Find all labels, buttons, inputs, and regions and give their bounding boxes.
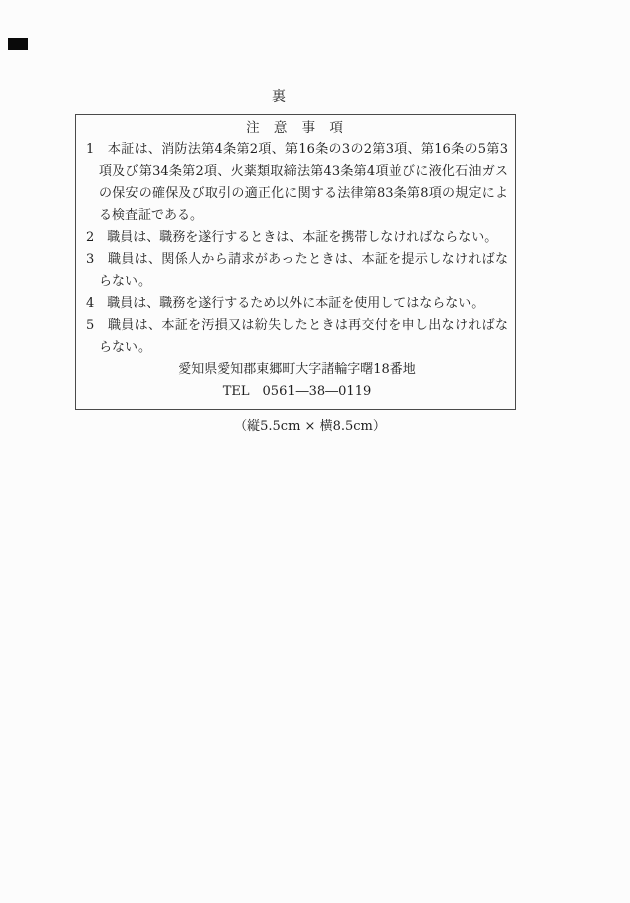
notice-box (75, 114, 516, 410)
issuer-address: 愛知県愛知郡東郷町大字諸輪字曙18番地 (178, 362, 416, 377)
page-side-label: 裏 (272, 89, 286, 105)
notice-title: 注 意 事 項 (246, 120, 348, 136)
notice-item: 3 職員は、関係人から請求があったときは、本証を提示しなければならない。 (86, 252, 508, 289)
issuer-telephone: TEL 0561―38―0119 (222, 384, 372, 399)
card-size-caption: （縦5.5cm × 横8.5cm） (234, 419, 386, 434)
notice-items (86, 139, 508, 359)
notice-item: 5 職員は、本証を汚損又は紛失したときは再交付を申し出なければならない。 (86, 318, 508, 355)
scan-artifact-mark (8, 38, 28, 50)
notice-item: 2 職員は、職務を遂行するときは、本証を携帯しなければならない。 (86, 230, 498, 245)
notice-item: 4 職員は、職務を遂行するため以外に本証を使用してはならない。 (86, 296, 485, 311)
notice-item: 1 本証は、消防法第4条第2項、第16条の3の2第3項、第16条の5第3項及び第34条第2項、火薬類取締法第43条第4項並びに液化石油ガスの保安の確保及び取引の適正化に関する法律第83条第8項の規定による検査証である。 (86, 142, 508, 223)
